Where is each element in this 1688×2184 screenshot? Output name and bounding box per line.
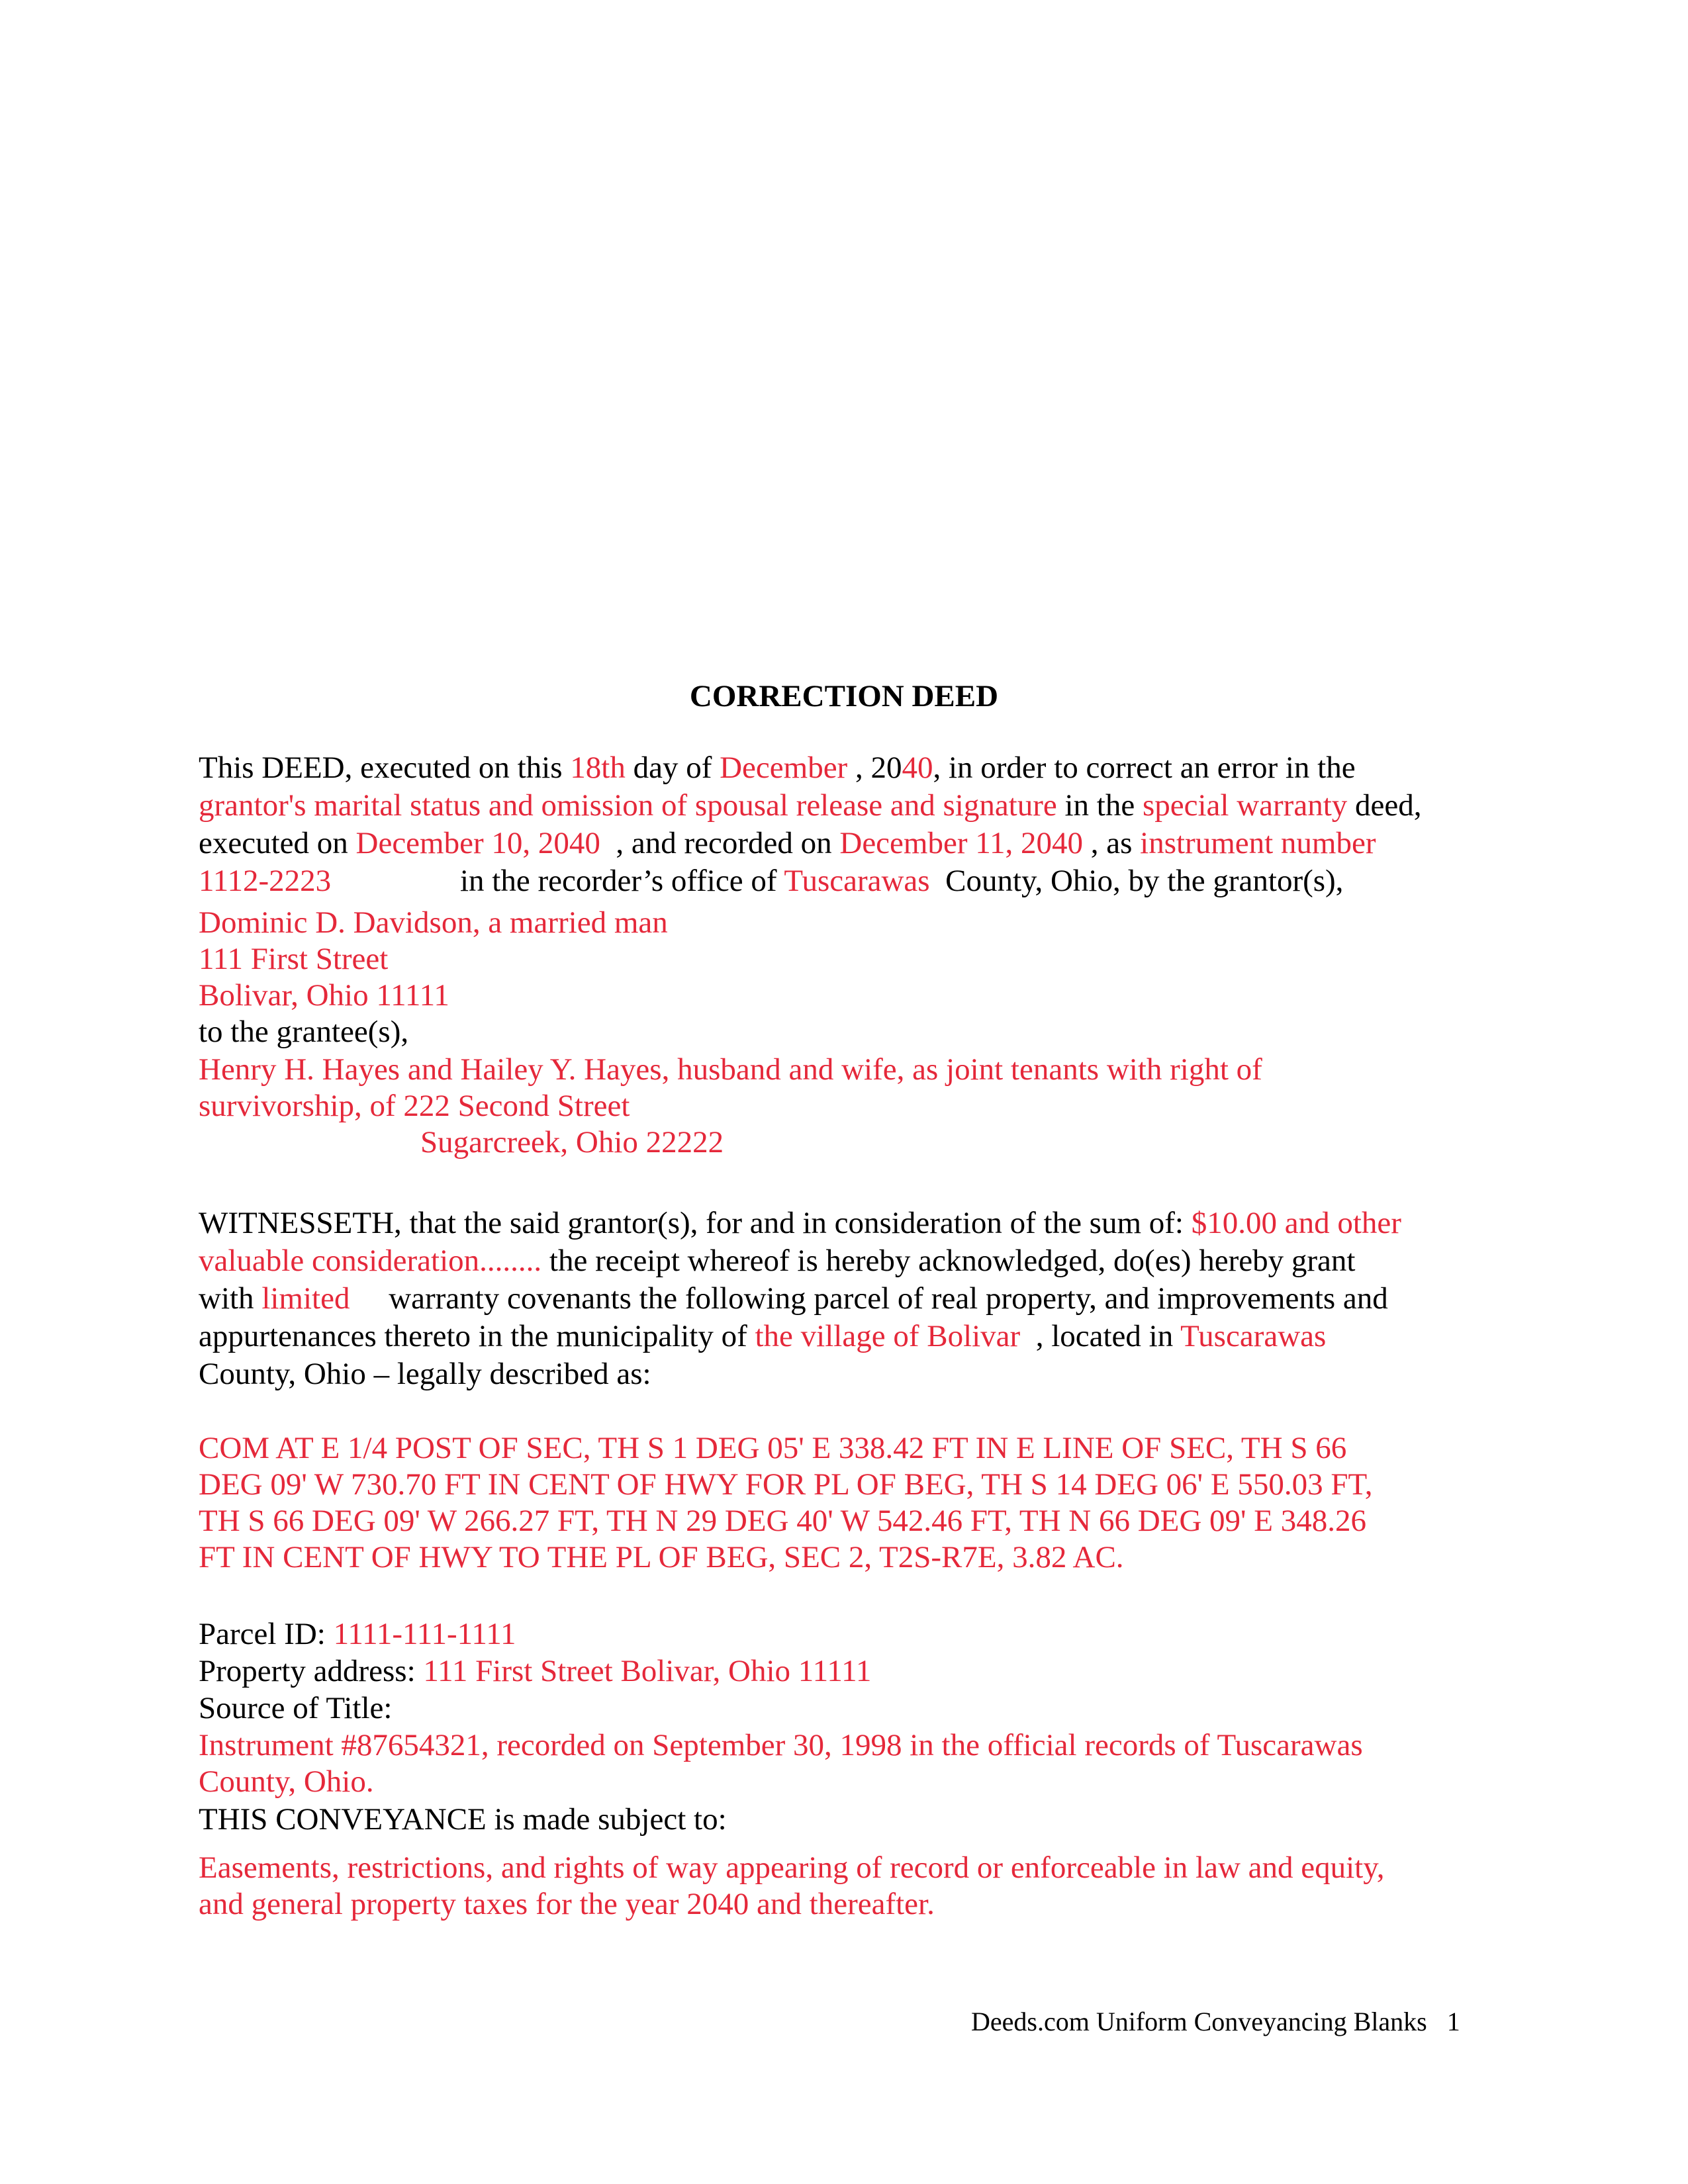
text: , in order to correct an error in the: [933, 751, 1356, 785]
legal-description-line: DEG 09' W 730.70 FT IN CENT OF HWY FOR PL OF BEG, TH S 14 DEG 06' E 550.03 FT,: [199, 1467, 1373, 1502]
text: , and recorded on: [600, 826, 840, 860]
text: appurtenances thereto in the municipality of: [199, 1319, 755, 1353]
source-of-title-line: County, Ohio.: [199, 1764, 374, 1799]
text: This DEED, executed on this: [199, 751, 571, 785]
conveyance-line: and general property taxes for the year 2040 and thereafter.: [199, 1887, 935, 1921]
conveyance-line: Easements, restrictions, and rights of way appearing of record or enforceable in law and equity,: [199, 1850, 1385, 1885]
legal-description-line: TH S 66 DEG 09' W 266.27 FT, TH N 29 DEG 40' W 542.46 FT, TH N 66 DEG 09' E 348.26: [199, 1504, 1366, 1538]
grantee-street: 222 Second Street: [403, 1089, 630, 1123]
grantee-names: Henry H. Hayes and Hailey Y. Hayes, husband and wife, as joint tenants with right of: [199, 1052, 1262, 1087]
intro-line-3: [199, 825, 1376, 862]
text: with: [199, 1281, 262, 1316]
parcel-id: [199, 1615, 516, 1653]
text: , as: [1082, 826, 1141, 860]
execution-month: December: [720, 751, 848, 785]
intro-line-2: [199, 787, 1421, 824]
property-address-label: Property address:: [199, 1654, 424, 1688]
parcel-id-value: 1111-111-1111: [333, 1617, 516, 1651]
grantee-label: to the grantee(s),: [199, 1015, 409, 1049]
page-number: 1: [1446, 2007, 1460, 2036]
property-address-value: 111 First Street Bolivar, Ohio 11111: [423, 1654, 872, 1688]
text: the receipt whereof is hereby acknowledged, do(es) hereby grant: [541, 1244, 1356, 1278]
grantee-city: Sugarcreek, Ohio 22222: [420, 1125, 724, 1160]
warranty-type: limited: [261, 1281, 350, 1316]
witness-line-5: County, Ohio – legally described as:: [199, 1357, 651, 1391]
witness-line-2: [199, 1242, 1355, 1279]
text: County, Ohio, by the grantor(s),: [929, 864, 1344, 898]
property-address: [199, 1653, 871, 1690]
text: WITNESSETH, that the said grantor(s), for and in consideration of the sum of:: [199, 1206, 1192, 1240]
conveyance-label: THIS CONVEYANCE is made subject to:: [199, 1802, 727, 1837]
footer-text: Deeds.com Uniform Conveyancing Blanks: [971, 2007, 1427, 2036]
consideration-amount: $10.00 and other: [1191, 1206, 1401, 1240]
witness-line-3: [199, 1280, 1388, 1317]
text: survivorship, of: [199, 1089, 404, 1123]
county: Tuscarawas: [1180, 1319, 1327, 1353]
deed-type: special warranty: [1142, 788, 1348, 823]
source-of-title-label: Source of Title:: [199, 1691, 393, 1725]
text: deed,: [1347, 788, 1422, 823]
recording-number: 1112-2223: [199, 864, 332, 898]
page-title: CORRECTION DEED: [689, 679, 999, 713]
text: , located in: [1020, 1319, 1181, 1353]
execution-day: 18th: [570, 751, 626, 785]
intro-line-1: [199, 749, 1356, 786]
text: in the recorder’s office of: [460, 864, 784, 898]
legal-description-line: COM AT E 1/4 POST OF SEC, TH S 1 DEG 05' E 338.42 FT IN E LINE OF SEC, TH S 66: [199, 1431, 1347, 1465]
execution-year-suffix: 40: [902, 751, 933, 785]
grantor-name: Dominic D. Davidson, a married man: [199, 905, 668, 940]
error-description: grantor's marital status and omission of spousal release and signature: [199, 788, 1057, 823]
text: executed on: [199, 826, 356, 860]
municipality: the village of Bolivar: [755, 1319, 1021, 1353]
text: day of: [625, 751, 720, 785]
recording-type: instrument number: [1140, 826, 1376, 860]
witness-line-1: [199, 1205, 1401, 1242]
executed-date: December 10, 2040: [355, 826, 600, 860]
text: in the: [1056, 788, 1143, 823]
text: , 20: [847, 751, 902, 785]
county: Tuscarawas: [784, 864, 930, 898]
footer: [971, 2005, 1460, 2038]
grantee-line-2: [199, 1087, 630, 1124]
legal-description-line: FT IN CENT OF HWY TO THE PL OF BEG, SEC 2, T2S-R7E, 3.82 AC.: [199, 1540, 1124, 1574]
parcel-id-label: Parcel ID:: [199, 1617, 334, 1651]
recorded-date: December 11, 2040: [839, 826, 1083, 860]
grantor-city: Bolivar, Ohio 11111: [199, 978, 449, 1013]
source-of-title-line: Instrument #87654321, recorded on September 30, 1998 in the official records of Tuscarawas: [199, 1728, 1363, 1762]
witness-line-4: [199, 1318, 1326, 1355]
consideration-amount-cont: valuable consideration........: [199, 1244, 542, 1278]
text: warranty covenants the following parcel of real property, and improvements and: [350, 1281, 1388, 1316]
intro-line-4: [460, 862, 1343, 899]
grantor-street: 111 First Street: [199, 942, 389, 976]
